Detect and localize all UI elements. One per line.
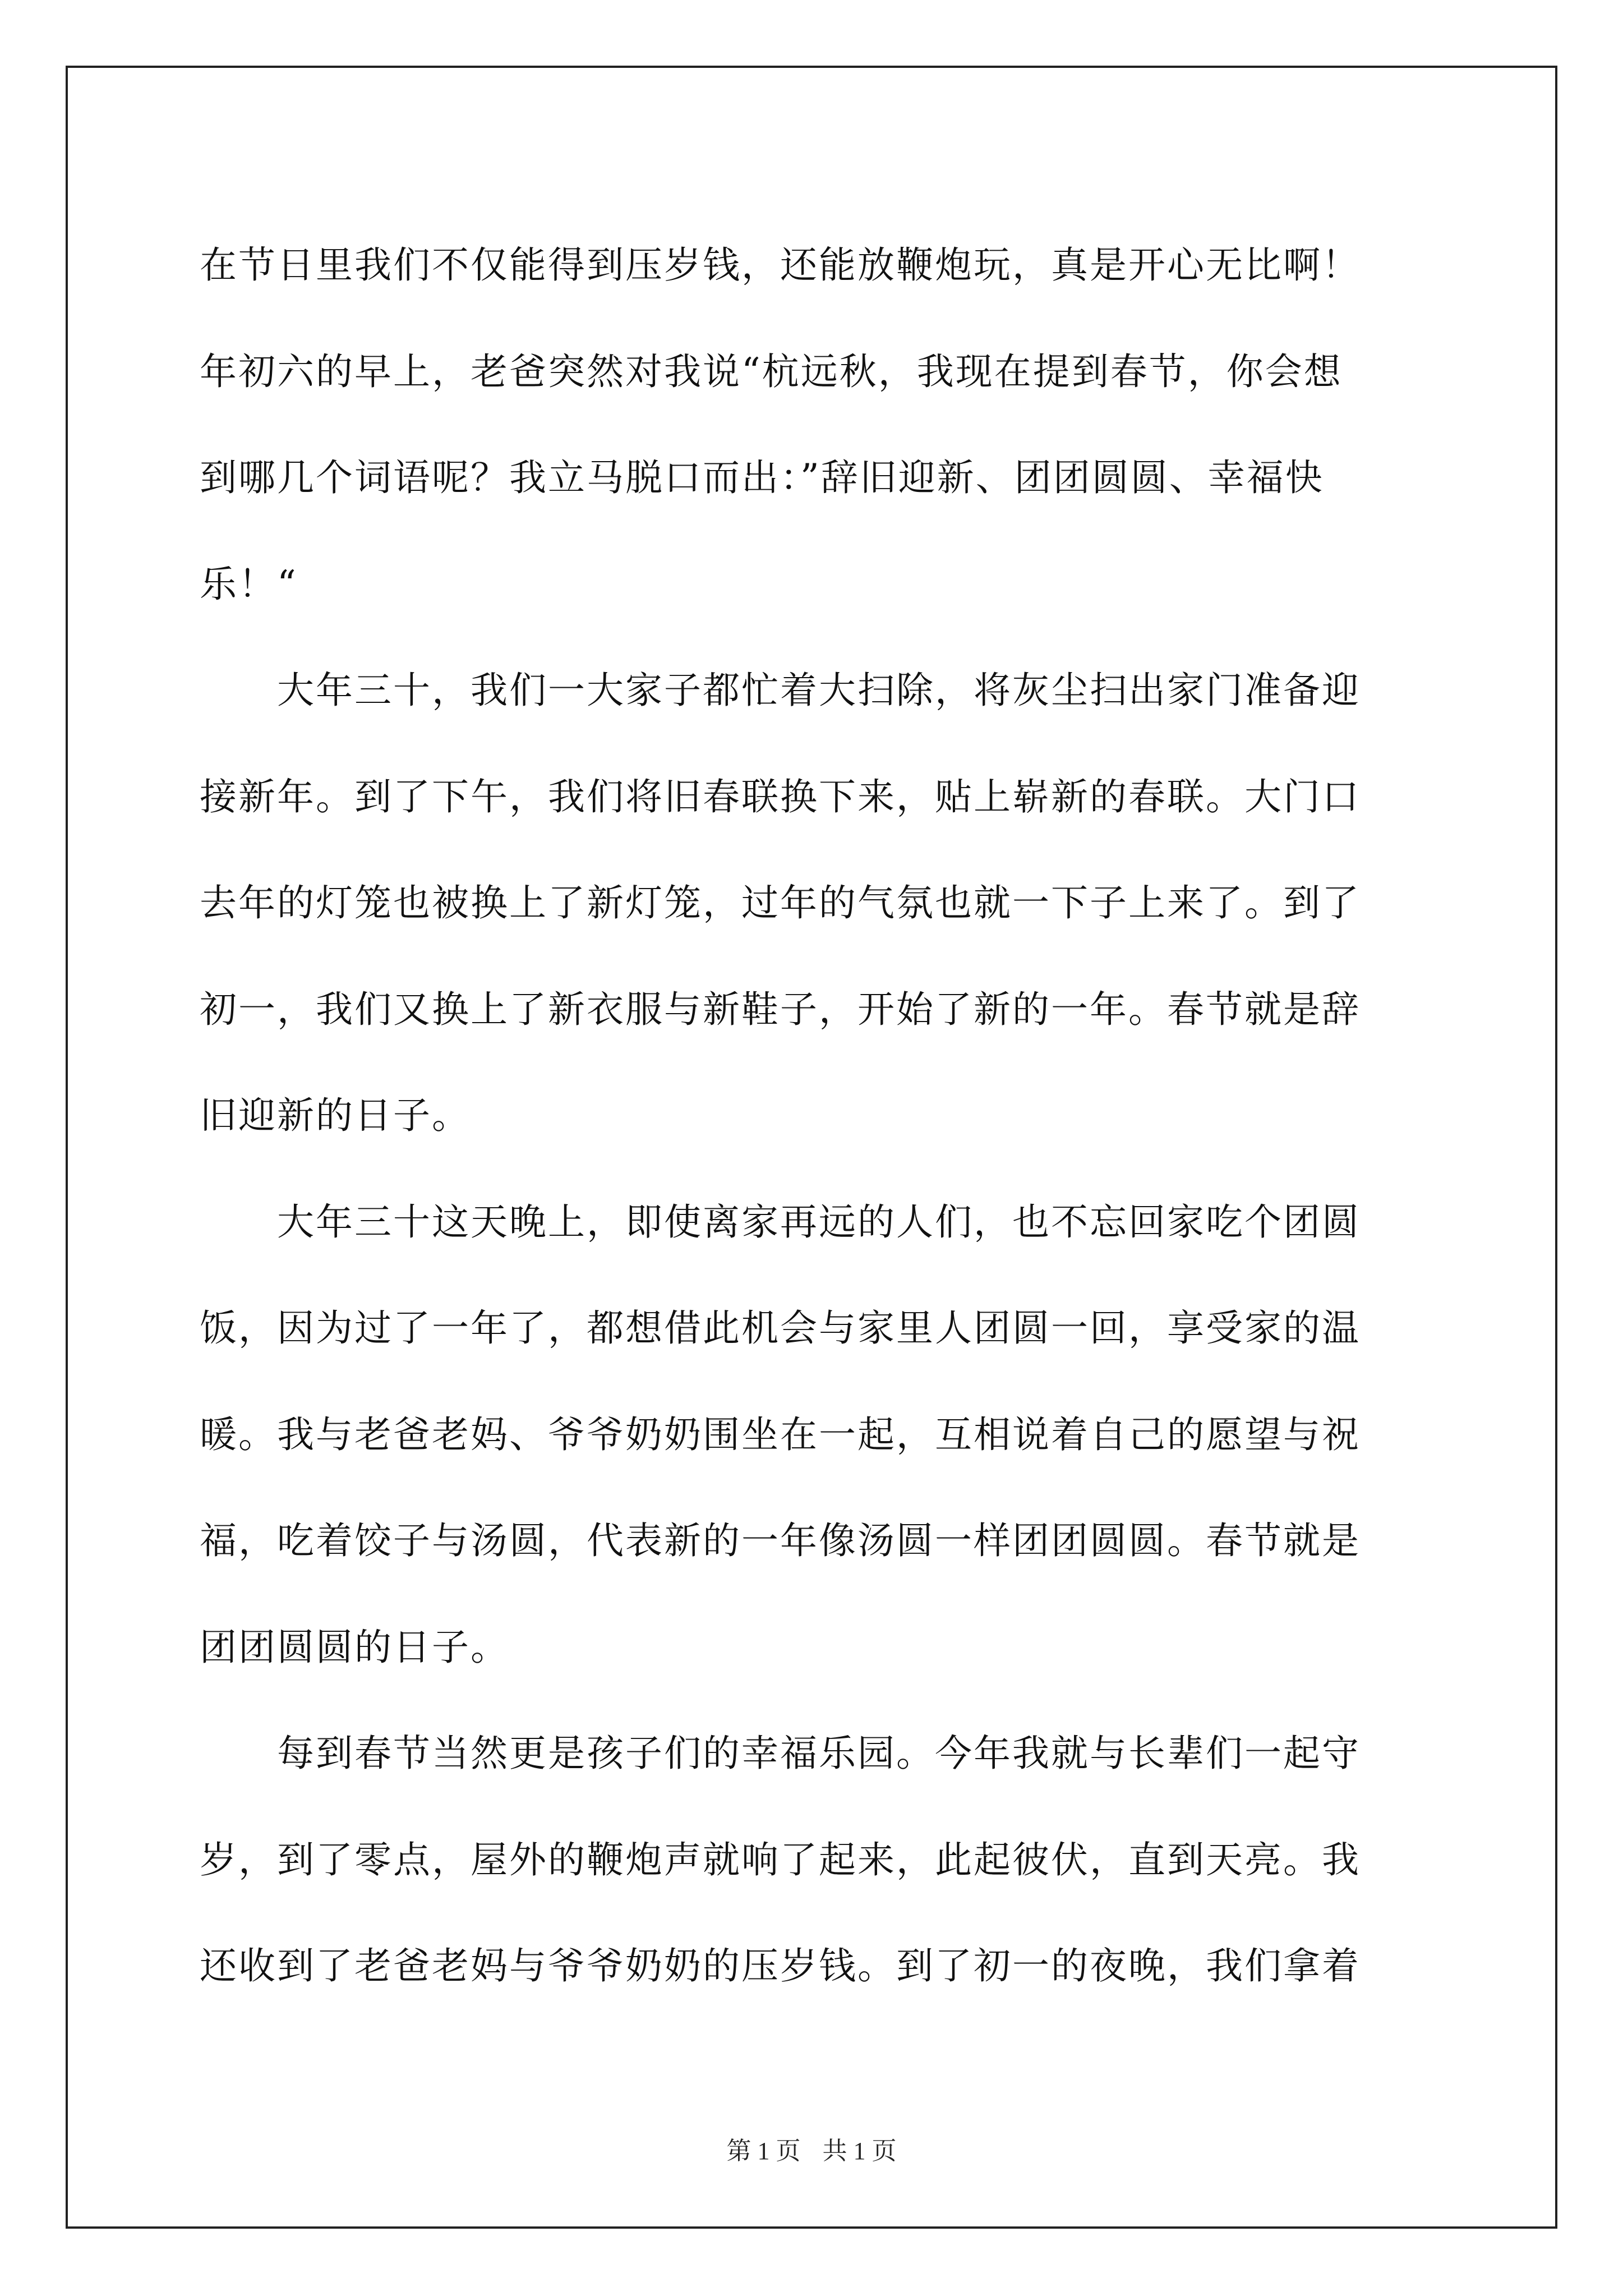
- text-line: 旧迎新的日子。: [200, 1094, 471, 1137]
- text-line: 接新年。到了下午，我们将旧春联换下来，贴上崭新的春联。大门口: [200, 775, 1361, 818]
- text-line: 福，吃着饺子与汤圆，代表新的一年像汤圆一样团团圆圆。春节就是: [200, 1519, 1361, 1562]
- text-line: 团团圆圆的日子。: [200, 1625, 509, 1669]
- text-line: 大年三十这天晚上，即使离家再远的人们，也不忘回家吃个团圆: [277, 1200, 1361, 1244]
- text-line: 还收到了老爸老妈与爷爷奶奶的压岁钱。到了初一的夜晚，我们拿着: [200, 1944, 1361, 1987]
- text-line: 每到春节当然更是孩子们的幸福乐园。今年我就与长辈们一起守: [277, 1732, 1361, 1775]
- page-total: 共 1 页: [822, 2137, 897, 2165]
- text-line: 在节日里我们不仅能得到压岁钱，还能放鞭炮玩，真是开心无比啊！: [200, 243, 1361, 287]
- text-line: 年初六的早上，老爸突然对我说“杭远秋，我现在提到春节，你会想: [200, 349, 1343, 393]
- text-line: 暖。我与老爸老妈、爷爷奶奶围坐在一起，互相说着自己的愿望与祝: [200, 1412, 1361, 1456]
- text-line: 乐！“: [200, 562, 298, 606]
- page-footer: [0, 2131, 1623, 2166]
- text-line: 饭，因为过了一年了，都想借此机会与家里人团圆一回，享受家的温: [200, 1306, 1361, 1350]
- text-line: 初一，我们又换上了新衣服与新鞋子，开始了新的一年。春节就是辞: [200, 987, 1361, 1031]
- text-line: 到哪几个词语呢？我立马脱口而出：”辞旧迎新、团团圆圆、幸福快: [200, 456, 1324, 499]
- text-line: 去年的灯笼也被换上了新灯笼，过年的气氛也就一下子上来了。到了: [200, 881, 1361, 924]
- text-line: 大年三十，我们一大家子都忙着大扫除，将灰尘扫出家门准备迎: [277, 669, 1361, 712]
- page-number: 第 1 页: [726, 2137, 801, 2165]
- document-body: [200, 212, 1433, 2019]
- text-line: 岁，到了零点，屋外的鞭炮声就响了起来，此起彼伏，直到天亮。我: [200, 1838, 1361, 1881]
